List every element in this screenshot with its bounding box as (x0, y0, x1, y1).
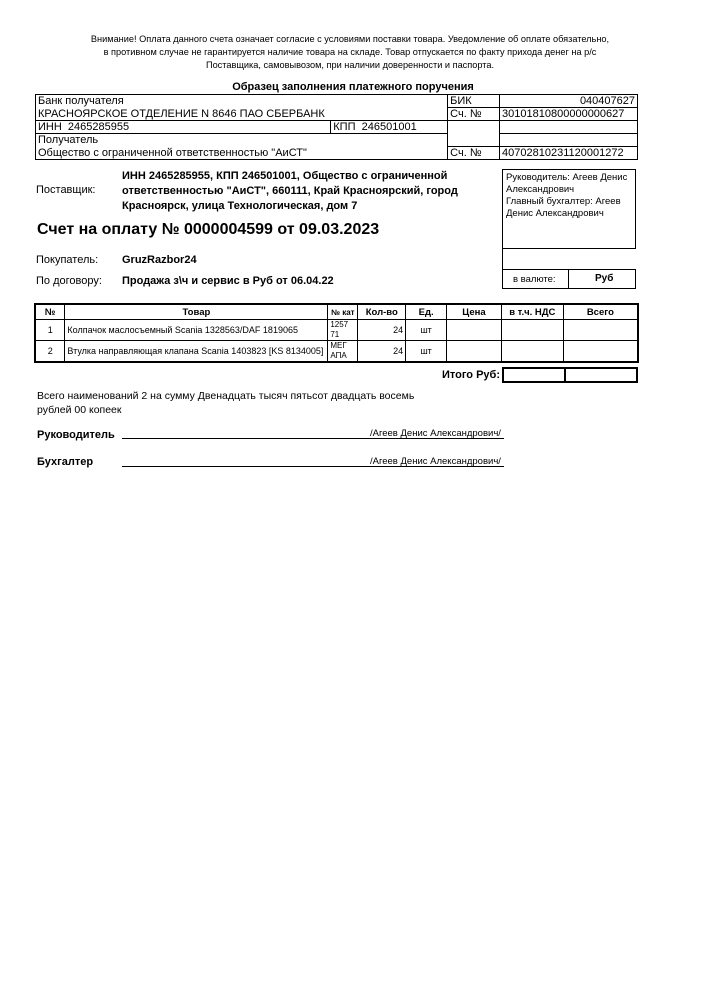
row-vat (501, 320, 563, 341)
total-label: Итого Руб: (442, 369, 500, 381)
contract-label: По договору: (36, 275, 102, 287)
col-total-header: Всего (563, 304, 638, 320)
corr-account-value: 30101810800000000627 (500, 108, 638, 121)
invoice-summary: Всего наименований 2 на сумму Двенадцать тысяч пятьсот двадцать восемь рублей 00 копеек (37, 390, 415, 416)
inn-label: ИНН (38, 121, 62, 133)
row-vat (501, 341, 563, 363)
payment-sample-title: Образец заполнения платежного поручения (232, 81, 474, 93)
currency-value: Руб (595, 273, 614, 284)
row-price (447, 320, 502, 341)
signers-accountant: Главный бухгалтер: Агеев Денис Александрович (506, 196, 621, 219)
row-catalog-number: 1257 71 (328, 320, 358, 341)
kpp-label: КПП (333, 121, 356, 133)
row-catalog-number: МЕГ АПА (328, 341, 358, 363)
recipient-name: Общество с ограниченной ответственностью "АиСТ" (36, 147, 448, 160)
payment-notice: Внимание! Оплата данного счета означает согласие с условиями поставки товара. Уведомление об оплате обязательно, в противном случае не гарантируется наличие товара на складе. Товар отпускается по факту прихода денег на р/с Поставщика, самовывозом, при наличии доверенности и паспорта. (90, 34, 610, 70)
currency-label: в валюте: (513, 274, 556, 285)
contract-value: Продажа з\ч и сервис в Руб от 06.04.22 (122, 275, 334, 287)
signers-box (502, 169, 636, 249)
row-number: 2 (35, 341, 65, 363)
row-total (563, 341, 638, 363)
account-label: Сч. № (448, 147, 500, 160)
currency-box (502, 269, 636, 289)
row-price (447, 341, 502, 363)
goods-header-row (35, 304, 638, 320)
divider (564, 369, 566, 382)
total-box (502, 367, 638, 383)
bik-label: БИК (448, 95, 500, 108)
kpp-value: 246501001 (361, 121, 417, 133)
bik-value: 040407627 (500, 95, 638, 108)
supplier-label: Поставщик: (36, 184, 96, 196)
corr-account-label: Сч. № (448, 108, 500, 121)
row-number: 1 (35, 320, 65, 341)
bank-name: КРАСНОЯРСКОЕ ОТДЕЛЕНИЕ N 8646 ПАО СБЕРБАНК (36, 108, 448, 121)
table-row (35, 341, 638, 363)
table-row (35, 320, 638, 341)
divider (502, 249, 503, 269)
col-number-header: № (35, 304, 65, 320)
director-signature-label: Руководитель (37, 429, 115, 441)
row-item-name: Втулка направляющая клапана Scania 1403823 [KS 8134005] (65, 341, 328, 363)
col-vat-header: в т.ч. НДС (501, 304, 563, 320)
row-item-name: Колпачок маслосъемный Scania 1328563/DAF 1819065 (65, 320, 328, 341)
row-quantity: 24 (358, 341, 406, 363)
buyer-value: GruzRazbor24 (122, 254, 197, 266)
bank-label: Банк получателя (36, 95, 448, 108)
row-unit: шт (406, 320, 447, 341)
invoice-title: Счет на оплату № 0000004599 от 09.03.2023 (37, 221, 380, 238)
signers-director: Руководитель: Агеев Денис Александрович (506, 172, 628, 195)
account-value: 40702810231120001272 (500, 147, 638, 160)
goods-table (34, 303, 639, 363)
bank-details-table (35, 94, 638, 160)
accountant-signature-label: Бухгалтер (37, 456, 94, 468)
supplier-value: ИНН 2465285955, КПП 246501001, Общество с ограниченной ответственностью "АиСТ", 660111, Край Красноярский, город Красноярск, улица Технологическая, дом 7 (122, 170, 458, 212)
col-price-header: Цена (447, 304, 502, 320)
recipient-label: Получатель (36, 134, 448, 147)
row-unit: шт (406, 341, 447, 363)
col-unit-header: Ед. (406, 304, 447, 320)
accountant-signature-name: /Агеев Денис Александрович/ (370, 456, 501, 467)
col-qty-header: Кол-во (358, 304, 406, 320)
row-total (563, 320, 638, 341)
inn-value: 2465285955 (67, 121, 130, 133)
row-quantity: 24 (358, 320, 406, 341)
director-signature-name: /Агеев Денис Александрович/ (370, 428, 501, 439)
divider (568, 270, 569, 288)
col-catalog-header: № кат (328, 304, 358, 320)
buyer-label: Покупатель: (36, 254, 99, 266)
col-item-header: Товар (65, 304, 328, 320)
